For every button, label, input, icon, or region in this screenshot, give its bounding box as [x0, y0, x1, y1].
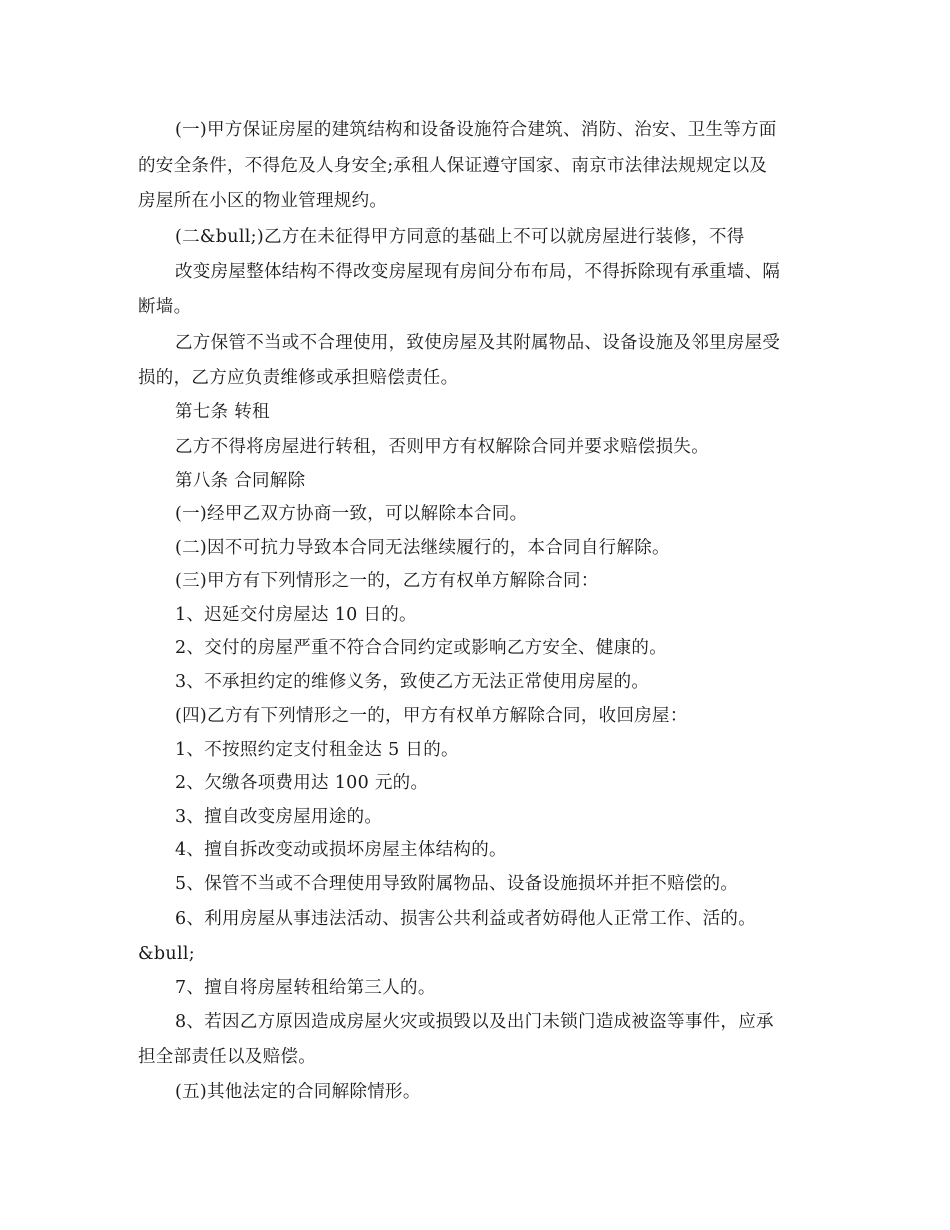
- list-item: 6、利用房屋从事违法活动、损害公共利益或者妨碍他人正常工作、活的。: [175, 909, 757, 929]
- list-item: 4、擅自拆改变动或损坏房屋主体结构的。: [175, 840, 507, 860]
- list-item: 1、迟延交付房屋达 10 日的。: [175, 605, 417, 625]
- paragraph-line: (一)甲方保证房屋的建筑结构和设备设施符合建筑、消防、治安、卫生等方面: [175, 120, 777, 140]
- paragraph-line: (二&bull;)乙方在未征得甲方同意的基础上不可以就房屋进行装修，不得: [175, 227, 745, 247]
- section-heading: 第七条 转租: [175, 402, 270, 422]
- list-item: 5、保管不当或不合理使用导致附属物品、设备设施损坏并拒不赔偿的。: [175, 874, 739, 894]
- list-item: 3、不承担约定的维修义务，致使乙方无法正常使用房屋的。: [175, 672, 650, 692]
- paragraph-line: (五)其他法定的合同解除情形。: [175, 1082, 421, 1102]
- paragraph-line: (一)经甲乙双方协商一致，可以解除本合同。: [175, 504, 528, 524]
- paragraph-line: 房屋所在小区的物业管理规约。: [138, 191, 388, 211]
- list-item: 3、擅自改变房屋用途的。: [175, 807, 383, 827]
- list-item: 8、若因乙方原因造成房屋火灾或损毁以及出门未锁门造成被盗等事件，应承: [175, 1012, 774, 1032]
- paragraph-line: 乙方不得将房屋进行转租，否则甲方有权解除合同并要求赔偿损失。: [175, 437, 709, 457]
- list-item: 2、欠缴各项费用达 100 元的。: [175, 773, 429, 793]
- paragraph-line: (四)乙方有下列情形之一的，甲方有权单方解除合同，收回房屋：: [175, 706, 688, 726]
- paragraph-line: 乙方保管不当或不合理使用，致使房屋及其附属物品、设备设施及邻里房屋受: [175, 333, 781, 353]
- paragraph-line: 担全部责任以及赔偿。: [138, 1047, 316, 1067]
- paragraph-line: (二)因不可抗力导致本合同无法继续履行的，本合同自行解除。: [175, 538, 670, 558]
- paragraph-line: 断墙。: [138, 297, 192, 317]
- paragraph-line: &bull;: [138, 944, 195, 964]
- section-heading: 第八条 合同解除: [175, 471, 306, 491]
- paragraph-line: (三)甲方有下列情形之一的，乙方有权单方解除合同：: [175, 571, 599, 591]
- paragraph-line: 改变房屋整体结构不得改变房屋现有房间分布布局，不得拆除现有承重墙、隔: [175, 262, 781, 282]
- paragraph-line: 的安全条件，不得危及人身安全;承租人保证遵守国家、南京市法律法规规定以及: [138, 156, 768, 176]
- list-item: 1、不按照约定支付租金达 5 日的。: [175, 740, 459, 760]
- list-item: 2、交付的房屋严重不符合合同约定或影响乙方安全、健康的。: [175, 638, 668, 658]
- list-item: 7、擅自将房屋转租给第三人的。: [175, 978, 436, 998]
- paragraph-line: 损的，乙方应负责维修或承担赔偿责任。: [138, 368, 459, 388]
